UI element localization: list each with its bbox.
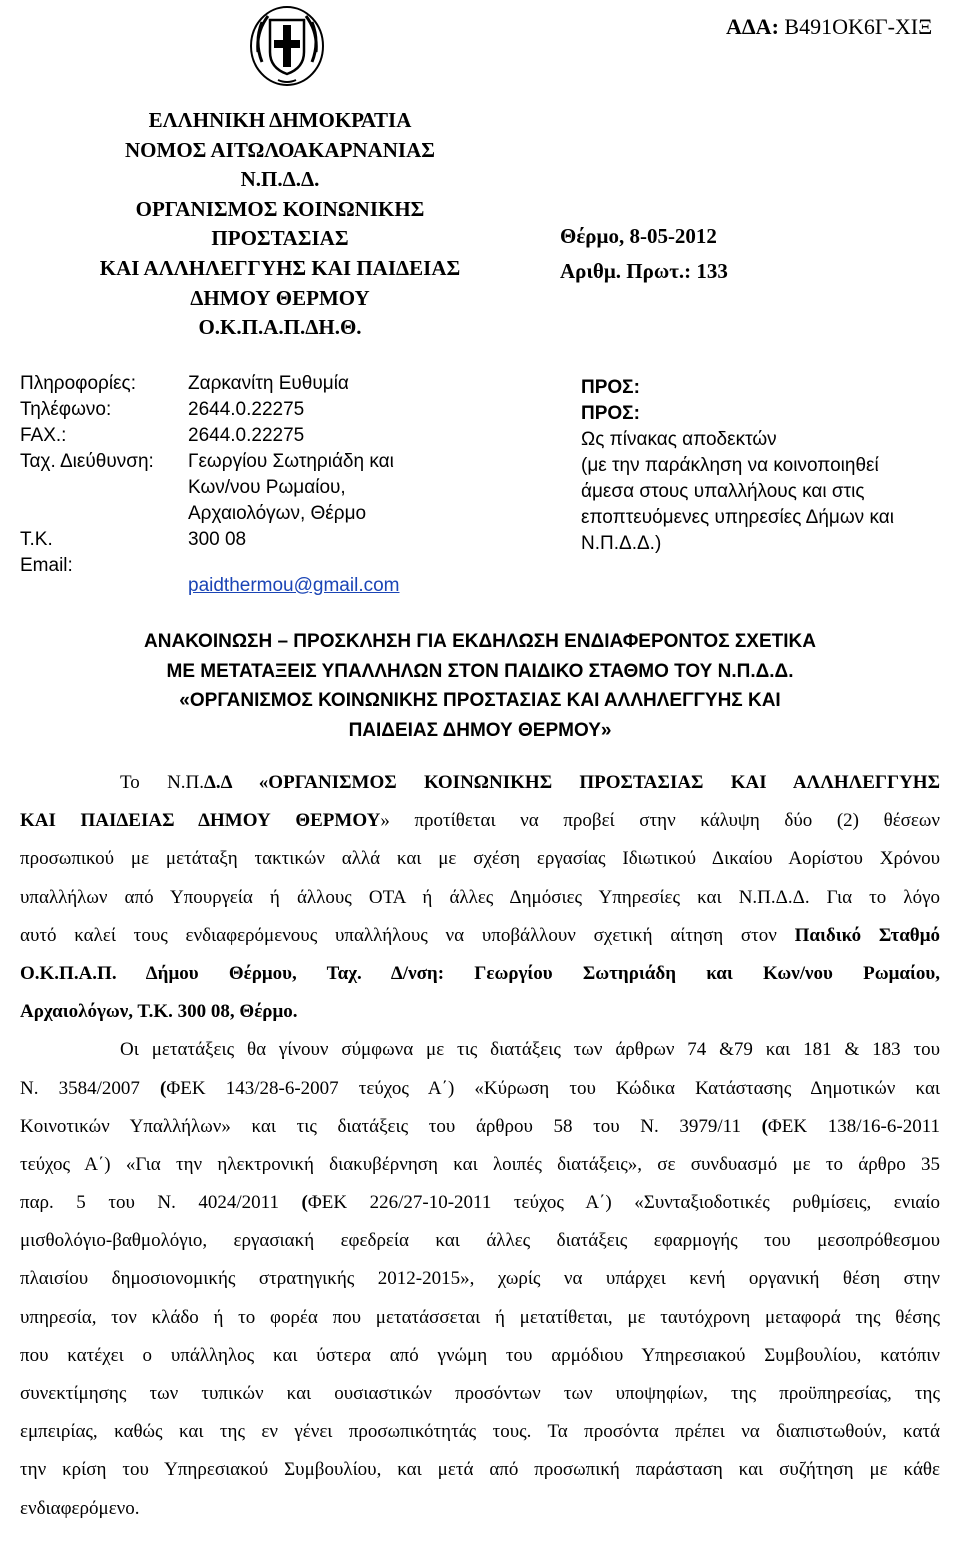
email-link[interactable]: paidthermou@gmail.com	[188, 575, 400, 596]
header-line: ΔΗΜΟΥ ΘΕΡΜΟΥ	[190, 285, 370, 310]
recipient-line: Ως πίνακας αποδεκτών	[581, 429, 777, 450]
title-line: ΜΕ ΜΕΤΑΤΑΞΕΙΣ ΥΠΑΛΛΗΛΩΝ ΣΤΟΝ ΠΑΙΔΙΚΟ ΣΤΑΘΜΟ ΤΟΥ Ν.Π.Δ.Δ.	[166, 660, 794, 682]
phone-label: Τηλέφωνο:	[20, 399, 112, 420]
header-line: ΕΛΛΗΝΙΚΗ ΔΗΜΟΚΡΑΤΙΑ	[148, 108, 412, 132]
body-line: Οι μετατάξεις θα γίνουν σύμφωνα με τις διατάξεις των άρθρων 74 &79 και 181 & 183 του	[120, 1039, 940, 1061]
ada-code	[726, 14, 932, 40]
header-line: ΠΡΟΣΤΑΣΙΑΣ	[211, 226, 349, 251]
header-line: Ο.Κ.Π.Α.Π.ΔΗ.Θ.	[198, 315, 362, 340]
ada-label: ΑΔΑ:	[726, 14, 779, 39]
body-line: ΚΑΙ ΠΑΙΔΕΙΑΣ ΔΗΜΟΥ ΘΕΡΜΟΥ» προτίθεται να προβεί στην κάλυψη δύο (2) θέσεων	[20, 810, 941, 832]
email-label: Email:	[20, 555, 73, 576]
ada-value: Β491ΟΚ6Γ-ΧΙΞ	[778, 14, 933, 39]
announcement-title	[20, 627, 940, 746]
info-label: Πληροφορίες:	[20, 373, 136, 394]
fax-value: 2644.0.22275	[188, 425, 305, 446]
paragraph-1	[20, 764, 940, 1031]
phone-value: 2644.0.22275	[188, 399, 305, 420]
recipient-line: (με την παράκληση να κοινοποιηθεί	[581, 455, 879, 476]
greek-coat-of-arms-icon	[248, 2, 326, 86]
date-protocol	[560, 219, 728, 289]
body-line: Αρχαιολόγων, Τ.Κ. 300 08, Θέρμο.	[20, 1001, 298, 1023]
address-line: Κων/νου Ρωμαίου,	[188, 477, 346, 498]
body-line: ενδιαφερόμενο.	[20, 1497, 140, 1519]
body-line: Ο.Κ.Π.Α.Π. Δήμου Θέρμου, Ταχ. Δ/νση: Γεωργίου Σωτηριάδη και Κων/νου Ρωμαίου,	[20, 962, 940, 984]
body-line: υπαλλήλων από Υπουργεία ή άλλους ΟΤΑ ή άλλες Δημόσιες Υπηρεσίες και Ν.Π.Δ.Δ. Για το λόγο	[20, 886, 940, 908]
info-value: Ζαρκανίτη Ευθυμία	[188, 373, 349, 394]
body-line: Κοινοτικών Υπαλλήλων» και τις διατάξεις του άρθρου 58 του Ν. 3979/11 (ΦΕΚ 138/16-6-2011	[20, 1115, 940, 1137]
recipient-line: άμεσα στους υπαλλήλους και στις	[581, 481, 865, 502]
body-line: παρ. 5 του Ν. 4024/2011 (ΦΕΚ 226/27-10-2011 τεύχος Α΄) «Συνταξιοδοτικές ρυθμίσεις, ενιαίο	[20, 1192, 940, 1214]
body-line: προσωπικού με μετάταξη τακτικών αλλά και με σχέση εργασίας Ιδιωτικού Δικαίου Αορίστου Χρόνου	[20, 848, 940, 870]
paragraph-2	[20, 1031, 940, 1527]
body-line: την κρίση του Υπηρεσιακού Συμβουλίου, και μετά από προσωπική παράσταση και συζήτηση με κάθε	[20, 1459, 940, 1481]
issuer-header	[20, 106, 540, 343]
announcement-body	[20, 764, 940, 1528]
header-line: ΝΟΜΟΣ ΑΙΤΩΛΟΑΚΑΡΝΑΝΙΑΣ	[125, 137, 435, 162]
address-line: Γεωργίου Σωτηριάδη και	[188, 451, 394, 472]
title-line: ΑΝΑΚΟΙΝΩΣΗ – ΠΡΟΣΚΛΗΣΗ ΓΙΑ ΕΚΔΗΛΩΣΗ ΕΝΔΙΑΦΕΡΟΝΤΟΣ ΣΧΕΤΙΚΑ	[144, 631, 816, 652]
address-label: Ταχ. Διεύθυνση:	[20, 451, 154, 472]
header-line: ΟΡΓΑΝΙΣΜΟΣ ΚΟΙΝΩΝΙΚΗΣ	[135, 196, 425, 221]
body-line: τεύχος Α΄) «Για την ηλεκτρονική διακυβέρνηση και λοιπές διατάξεις», σε συνδυασμό με το άρθρο 35	[20, 1153, 940, 1175]
title-line: «ΟΡΓΑΝΙΣΜΟΣ ΚΟΙΝΩΝΙΚΗΣ ΠΡΟΣΤΑΣΙΑΣ ΚΑΙ ΑΛΛΗΛΕΓΓΥΗΣ ΚΑΙ	[179, 690, 781, 712]
recipient-line: Ν.Π.Δ.Δ.)	[581, 533, 662, 554]
body-line: μισθολόγιο-βαθμολόγιο, εργασιακή εφεδρεία και άλλες διατάξεις εφαρμογής του μεσοπρόθεσμου	[20, 1230, 940, 1252]
postal-value: 300 08	[188, 529, 247, 550]
fax-label: FAX.:	[20, 425, 67, 446]
date-line: Θέρμο, 8-05-2012	[560, 224, 717, 248]
protocol-line: Αριθμ. Πρωτ.: 133	[560, 259, 728, 283]
title-line: ΠΑΙΔΕΙΑΣ ΔΗΜΟΥ ΘΕΡΜΟΥ»	[348, 720, 612, 742]
body-line: που κατέχει ο υπάλληλος και ύστερα από γνώμη του αρμόδιου Υπηρεσιακού Συμβουλίου, κατόπιν	[20, 1344, 940, 1366]
body-line: πλαισίου δημοσιονομικής στρατηγικής 2012-2015», χωρίς να υπάρχει κενή οργανική θέση στην	[20, 1268, 940, 1290]
body-line: υπηρεσία, τον κλάδο ή το φορέα που μετατάσσεται ή μετατίθεται, με ταυτόχρονη μεταφορά της θέσης	[20, 1306, 940, 1328]
address-line: Αρχαιολόγων, Θέρμο	[188, 503, 367, 524]
body-line: Ν. 3584/2007 (ΦΕΚ 143/28-6-2007 τεύχος Α΄) «Κύρωση του Κώδικα Κατάστασης Δημοτικών και	[20, 1077, 941, 1099]
header-line: Ν.Π.Δ.Δ.	[240, 167, 320, 192]
body-line: Το Ν.Π.Δ.Δ «ΟΡΓΑΝΙΣΜΟΣ ΚΟΙΝΩΝΙΚΗΣ ΠΡΟΣΤΑΣΙΑΣ ΚΑΙ ΑΛΛΗΛΕΓΓΥΗΣ	[120, 772, 940, 793]
to-label: ΠΡΟΣ:	[581, 403, 640, 424]
to-label: ΠΡΟΣ:	[581, 377, 640, 398]
body-line: εμπειρίας, καθώς και της εν γένει προσωπικότητάς τους. Τα προσόντα πρέπει να διαπιστωθούν, κατά	[20, 1421, 940, 1443]
body-line: αυτό καλεί τους ενδιαφερόμενους υπαλλήλους να υποβάλλουν σχετική αίτηση στον Παιδικό Σταθμό	[20, 924, 940, 946]
postal-label: Τ.Κ.	[20, 529, 53, 550]
header-line: ΚΑΙ ΑΛΛΗΛΕΓΓΥΗΣ ΚΑΙ ΠΑΙΔΕΙΑΣ	[99, 255, 461, 280]
recipient-line: εποπτευόμενες υπηρεσίες Δήμων και	[581, 507, 894, 528]
body-line: συνεκτίμησης των τυπικών και ουσιαστικών προσόντων των υποψηφίων, της προϋπηρεσίας, της	[20, 1383, 940, 1404]
